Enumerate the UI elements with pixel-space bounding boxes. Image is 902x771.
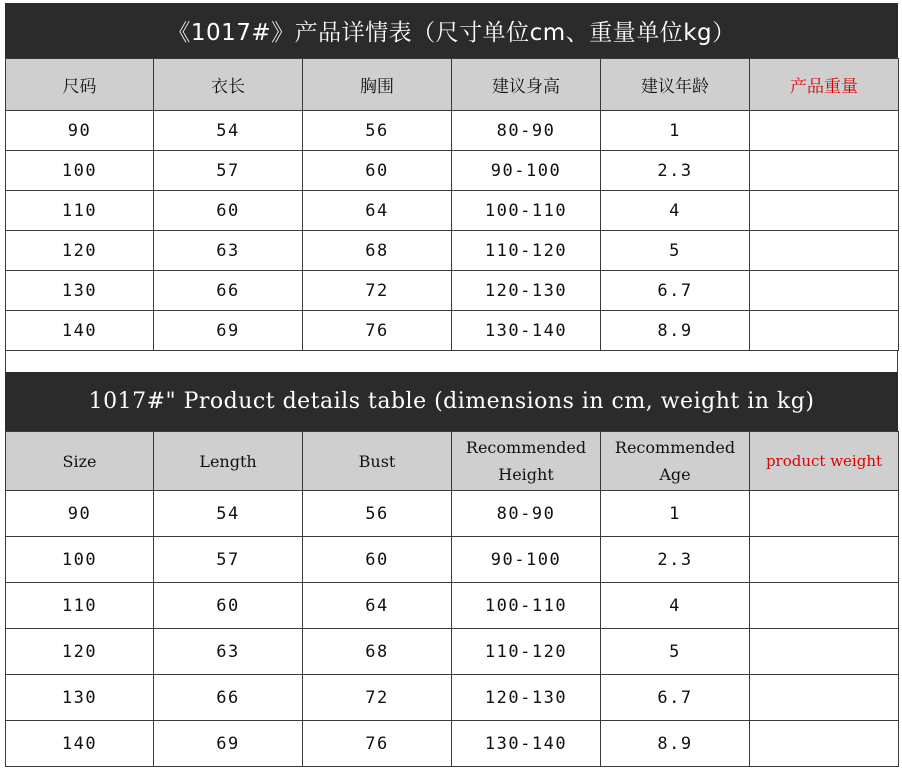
cell-length: 66 — [154, 271, 303, 311]
table-row — [6, 191, 899, 231]
header-age-zh: 建议年龄 — [601, 59, 750, 111]
cell-size: 130 — [6, 675, 154, 721]
spacer-row — [5, 350, 898, 372]
chinese-size-table — [5, 58, 899, 351]
cell-size: 130 — [6, 271, 154, 311]
cell-length: 54 — [154, 491, 303, 537]
cell-bust: 56 — [303, 491, 452, 537]
cell-size: 140 — [6, 311, 154, 351]
cell-length: 63 — [154, 231, 303, 271]
cell-height: 110-120 — [452, 629, 601, 675]
cell-size: 90 — [6, 111, 154, 151]
header-weight-en: product weight — [750, 432, 899, 491]
table-row — [6, 111, 899, 151]
cell-height: 130-140 — [452, 311, 601, 351]
cell-bust: 76 — [303, 721, 452, 767]
cell-weight — [750, 583, 899, 629]
cell-age: 4 — [601, 583, 750, 629]
cell-weight — [750, 191, 899, 231]
cell-height: 80-90 — [452, 491, 601, 537]
cell-length: 66 — [154, 675, 303, 721]
cell-height: 130-140 — [452, 721, 601, 767]
cell-bust: 68 — [303, 629, 452, 675]
table-row — [6, 271, 899, 311]
cell-weight — [750, 537, 899, 583]
cell-length: 69 — [154, 311, 303, 351]
cell-bust: 72 — [303, 271, 452, 311]
table-row — [6, 311, 899, 351]
english-header-row — [6, 432, 899, 491]
cell-weight — [750, 111, 899, 151]
cell-length: 63 — [154, 629, 303, 675]
cell-bust: 64 — [303, 583, 452, 629]
table-row — [6, 675, 899, 721]
table-row — [6, 629, 899, 675]
cell-size: 120 — [6, 231, 154, 271]
chinese-title-text: 《1017#》产品详情表（尺寸单位cm、重量单位kg） — [167, 20, 736, 46]
cell-size: 110 — [6, 583, 154, 629]
english-table-title — [5, 372, 898, 431]
table-row — [6, 721, 899, 767]
cell-length: 60 — [154, 583, 303, 629]
cell-bust: 60 — [303, 537, 452, 583]
cell-height: 90-100 — [452, 151, 601, 191]
cell-weight — [750, 721, 899, 767]
cell-age: 6.7 — [601, 271, 750, 311]
cell-size: 100 — [6, 537, 154, 583]
cell-length: 57 — [154, 537, 303, 583]
table-row — [6, 537, 899, 583]
cell-bust: 68 — [303, 231, 452, 271]
cell-weight — [750, 311, 899, 351]
cell-age: 8.9 — [601, 721, 750, 767]
cell-height: 120-130 — [452, 675, 601, 721]
cell-bust: 72 — [303, 675, 452, 721]
header-size-en: Size — [6, 432, 154, 491]
cell-bust: 60 — [303, 151, 452, 191]
cell-weight — [750, 231, 899, 271]
cell-age: 6.7 — [601, 675, 750, 721]
cell-age: 5 — [601, 231, 750, 271]
cell-bust: 64 — [303, 191, 452, 231]
cell-length: 69 — [154, 721, 303, 767]
header-size-zh: 尺码 — [6, 59, 154, 111]
cell-size: 110 — [6, 191, 154, 231]
cell-bust: 56 — [303, 111, 452, 151]
cell-age: 2.3 — [601, 537, 750, 583]
cell-height: 80-90 — [452, 111, 601, 151]
header-bust-zh: 胸围 — [303, 59, 452, 111]
header-age-en: Recommended Age — [601, 432, 750, 491]
cell-weight — [750, 629, 899, 675]
cell-weight — [750, 151, 899, 191]
header-length-en: Length — [154, 432, 303, 491]
cell-age: 1 — [601, 491, 750, 537]
chinese-header-row — [6, 59, 899, 111]
cell-age: 8.9 — [601, 311, 750, 351]
cell-size: 100 — [6, 151, 154, 191]
cell-length: 60 — [154, 191, 303, 231]
chinese-table-title — [5, 3, 898, 58]
cell-height: 100-110 — [452, 583, 601, 629]
cell-height: 100-110 — [452, 191, 601, 231]
cell-weight — [750, 675, 899, 721]
header-height-en: Recommended Height — [452, 432, 601, 491]
cell-size: 140 — [6, 721, 154, 767]
cell-age: 2.3 — [601, 151, 750, 191]
cell-size: 120 — [6, 629, 154, 675]
english-title-text: 1017#" Product details table (dimensions in cm, weight in kg) — [88, 389, 815, 414]
cell-height: 120-130 — [452, 271, 601, 311]
header-bust-en: Bust — [303, 432, 452, 491]
table-row — [6, 151, 899, 191]
cell-age: 1 — [601, 111, 750, 151]
cell-height: 110-120 — [452, 231, 601, 271]
cell-size: 90 — [6, 491, 154, 537]
cell-age: 4 — [601, 191, 750, 231]
cell-height: 90-100 — [452, 537, 601, 583]
table-row — [6, 231, 899, 271]
cell-bust: 76 — [303, 311, 452, 351]
table-row — [6, 583, 899, 629]
cell-length: 54 — [154, 111, 303, 151]
cell-age: 5 — [601, 629, 750, 675]
cell-weight — [750, 271, 899, 311]
cell-length: 57 — [154, 151, 303, 191]
header-weight-zh: 产品重量 — [750, 59, 899, 111]
table-row — [6, 491, 899, 537]
header-length-zh: 衣长 — [154, 59, 303, 111]
cell-weight — [750, 491, 899, 537]
english-size-table — [5, 431, 899, 767]
header-height-zh: 建议身高 — [452, 59, 601, 111]
